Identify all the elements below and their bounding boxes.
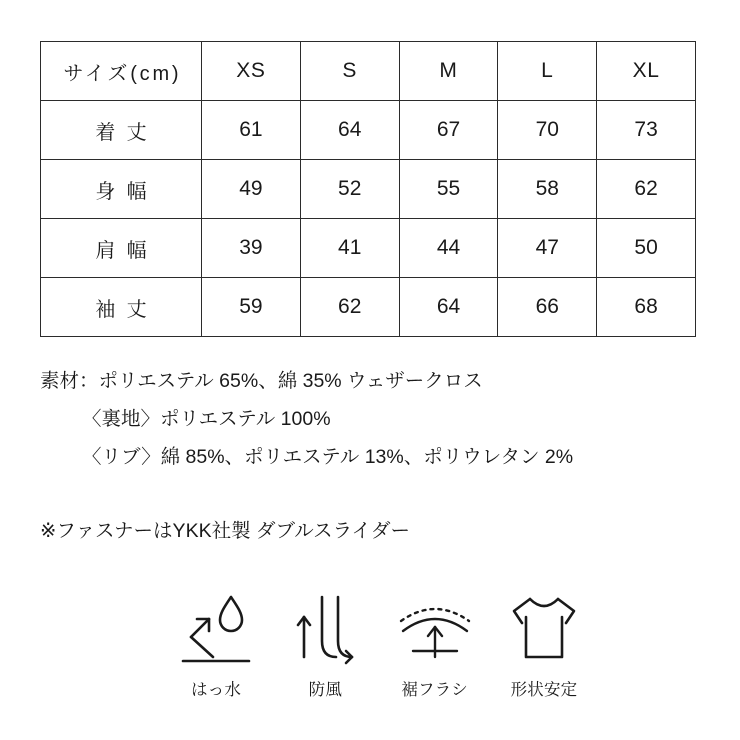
table-row — [41, 101, 696, 160]
feature-icon-list — [170, 585, 590, 700]
cell-sleeve-length-s: 62 — [300, 278, 399, 337]
feature-label-windproof: 防風 — [308, 681, 342, 699]
cell-body-length-l: 70 — [498, 101, 597, 160]
table-header-row — [41, 42, 696, 101]
feature-shape-retention — [498, 585, 590, 700]
cell-sleeve-length-xl: 68 — [597, 278, 696, 337]
cell-shoulder-width-xs: 39 — [202, 219, 301, 278]
column-header-m: M — [399, 42, 498, 101]
feature-label-hem-lining: 裾フラシ — [401, 681, 468, 699]
column-header-l: L — [498, 42, 597, 101]
windproof-icon — [288, 585, 362, 667]
cell-body-length-xs: 61 — [202, 101, 301, 160]
row-label-shoulder-width: 肩 幅 — [41, 219, 202, 278]
table-row — [41, 278, 696, 337]
size-table — [40, 41, 696, 337]
cell-sleeve-length-m: 64 — [399, 278, 498, 337]
material-composition — [40, 362, 720, 476]
column-header-s: S — [300, 42, 399, 101]
water-repellent-icon — [179, 585, 253, 667]
row-label-body-length: 着 丈 — [41, 101, 202, 160]
cell-chest-width-s: 52 — [300, 160, 399, 219]
size-table-corner-label: サイズ(cm) — [41, 42, 202, 101]
column-header-xl: XL — [597, 42, 696, 101]
cell-sleeve-length-l: 66 — [498, 278, 597, 337]
cell-chest-width-xl: 62 — [597, 160, 696, 219]
cell-shoulder-width-xl: 50 — [597, 219, 696, 278]
feature-windproof — [279, 585, 371, 700]
feature-label-shape-retention: 形状安定 — [510, 681, 578, 699]
cell-body-length-m: 67 — [399, 101, 498, 160]
cell-shoulder-width-m: 44 — [399, 219, 498, 278]
material-line-shell: 素材：ポリエステル 65%、綿 35% ウェザークロス — [40, 370, 483, 392]
hem-lining-icon — [395, 585, 475, 667]
table-row — [41, 160, 696, 219]
cell-chest-width-l: 58 — [498, 160, 597, 219]
size-table-container — [40, 41, 696, 337]
cell-chest-width-m: 55 — [399, 160, 498, 219]
feature-label-water-repellent: はっ水 — [191, 681, 241, 699]
cell-chest-width-xs: 49 — [202, 160, 301, 219]
column-header-xs: XS — [202, 42, 301, 101]
cell-shoulder-width-l: 47 — [498, 219, 597, 278]
feature-water-repellent — [170, 585, 262, 700]
material-line-rib: 〈リブ〉綿 85%、ポリエステル 13%、ポリウレタン 2% — [82, 446, 574, 469]
zipper-note: ※ファスナーはYKK社製 ダブルスライダー — [40, 520, 411, 542]
cell-shoulder-width-s: 41 — [300, 219, 399, 278]
shape-retention-icon — [504, 585, 584, 667]
feature-hem-lining — [389, 585, 481, 700]
cell-sleeve-length-xs: 59 — [202, 278, 301, 337]
cell-body-length-xl: 73 — [597, 101, 696, 160]
table-row — [41, 219, 696, 278]
row-label-sleeve-length: 袖 丈 — [41, 278, 202, 337]
material-line-lining: 〈裏地〉ポリエステル 100% — [82, 408, 331, 431]
row-label-chest-width: 身 幅 — [41, 160, 202, 219]
cell-body-length-s: 64 — [300, 101, 399, 160]
